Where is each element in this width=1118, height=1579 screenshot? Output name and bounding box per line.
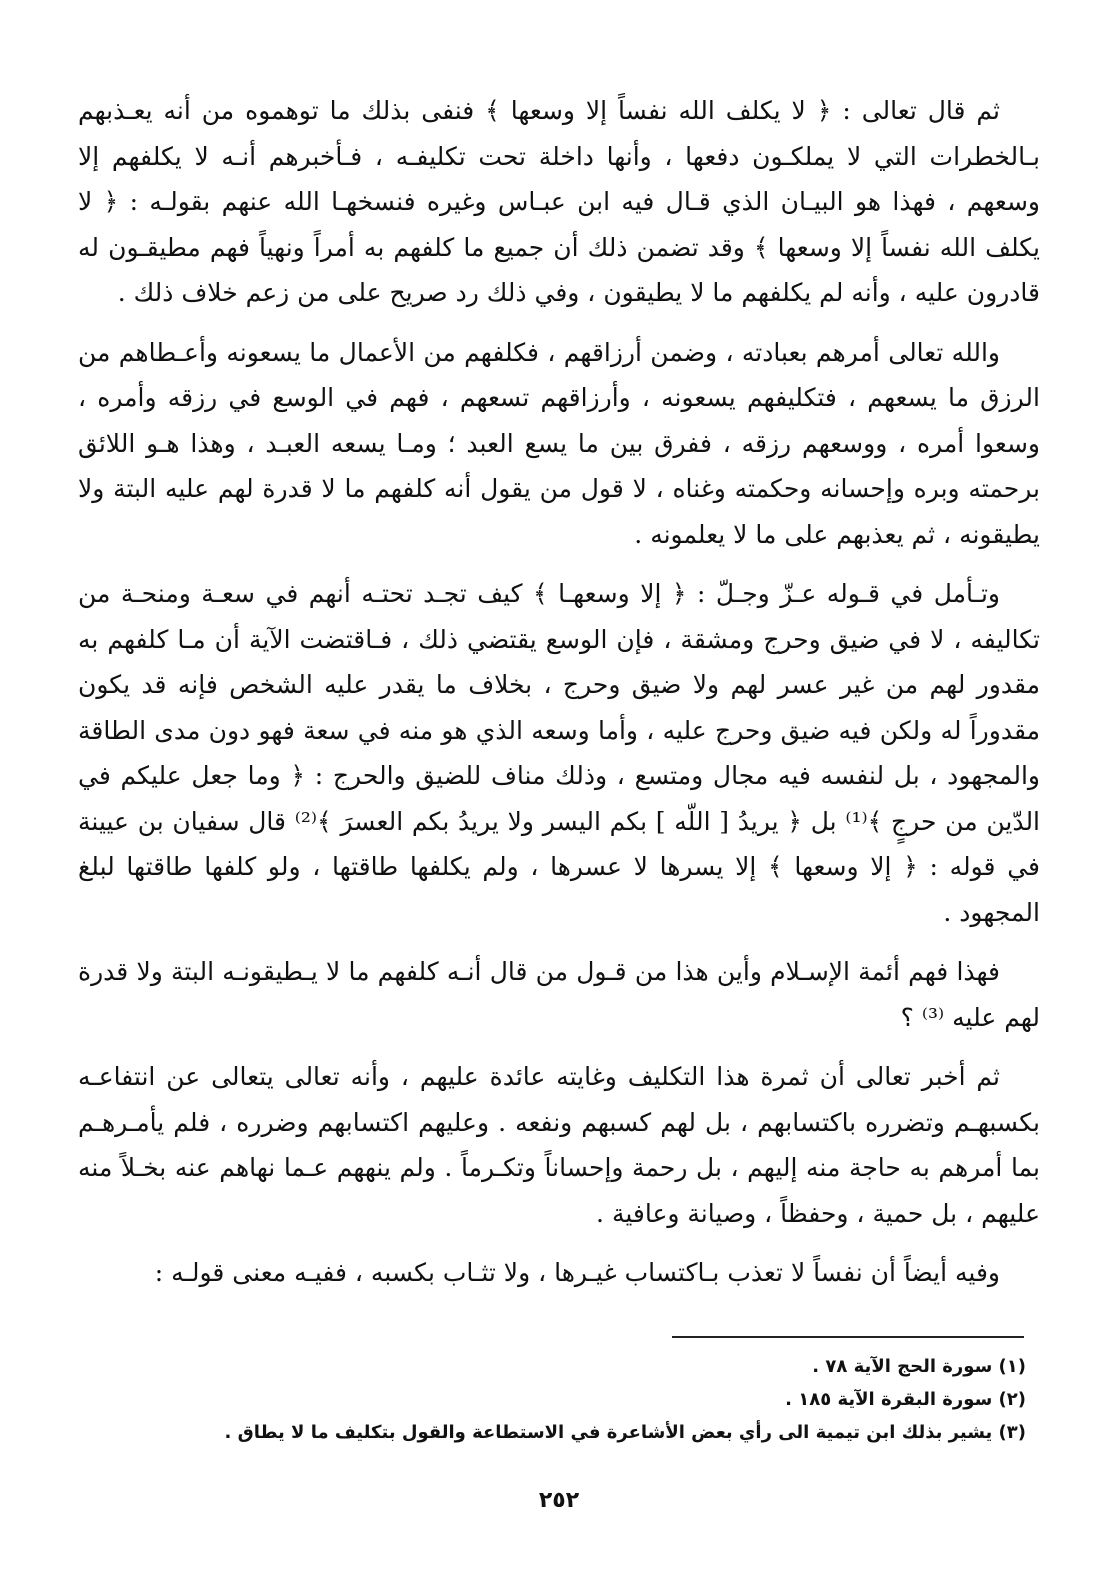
footnote: (١) سورة الحج الآية ٧٨ . (812, 1356, 1026, 1377)
paragraph: وفيه أيضاً أن نفساً لا تعذب بـاكتساب غيـرها ، ولا تثـاب بكسبه ، ففيـه معنى قولـه : (154, 1258, 1000, 1287)
page-number: ٢٥٢ (538, 1488, 580, 1513)
paragraph: فهذا فهم أئمة الإسـلام وأين هذا من قـول من قال أنـه كلفهم ما لا يـطيقونـه البتة ولا قدرة لهم عليه ⁽³⁾ ؟ (78, 957, 1040, 1032)
footnote-divider (672, 1336, 1024, 1338)
paragraph: ثم قال تعالى : ﴿ لا يكلف الله نفساً إلا وسعها ﴾ فنفى بذلك ما توهموه من أنه يعـذبهم بـالخطرات التي لا يملكـون دفعها ، وأنها داخلة تحت تكليفـه ، فـأخبرهم أنـه لا يكلفهم إلا وسعهم ، فهذا هو البيـان الذي قـال فيه ابن عبـاس وغيره فنسخهـا الله عنهم بقولـه : ﴿ لا يكلف الله نفساً إلا وسعها ﴾ وقد تضمن ذلك أن جميع ما كلفهم به أمراً ونهياً فهم مطيقـون له قادرون عليه ، وأنه لم يكلفهم ما لا يطيقون ، وفي ذلك رد صريح على من زعم خلاف ذلك . (78, 96, 1040, 307)
footnote: (٢) سورة البقرة الآية ١٨٥ . (785, 1389, 1026, 1410)
footnote: (٣) يشير بذلك ابن تيمية الى رأي بعض الأشاعرة في الاستطاعة والقول بتكليف ما لا يطاق . (224, 1422, 1026, 1443)
paragraph: وتـأمل في قـوله عـزّ وجـلّ : ﴿ إلا وسعهـا ﴾ كيف تجـد تحتـه أنهم في سعـة ومنحـة من تكاليفه ، لا في ضيق وحرج ومشقة ، فإن الوسع يقتضي ذلك ، فـاقتضت الآية أن مـا كلفهم به مقدور لهم من غير عسر لهم ولا ضيق وحرج ، بخلاف ما يقدر عليه الشخص فإنه قد يكون مقدوراً له ولكن فيه ضيق وحرج عليه ، وأما وسعه الذي هو منه في سعة فهو دون مدى الطاقة والمجهود ، بل لنفسه فيه مجال ومتسع ، وذلك مناف للضيق والحرج : ﴿ وما جعل عليكم في الدّين من حرجٍ ﴾⁽¹⁾ بل ﴿ يريدُ [ اللّه ] بكم اليسر ولا يريدُ بكم العسرَ ﴾⁽²⁾ قال سفيان بن عيينة في قوله : ﴿ إلا وسعها ﴾ إلا يسرها لا عسرها ، ولم يكلفها طاقتها ، ولو كلفها طاقتها لبلغ المجهود . (78, 579, 1041, 927)
paragraph: والله تعالى أمرهم بعبادته ، وضمن أرزاقهم ، فكلفهم من الأعمال ما يسعونه وأعـطاهم من الرزق ما يسعهم ، فتكليفهم يسعونه ، وأرزاقهم تسعهم ، فهم في الوسع في رزقه وأمره ، وسعوا أمره ، ووسعهم رزقه ، ففرق بين ما يسع العبد ؛ ومـا يسعه العبـد ، وهذا هـو اللائق برحمته وبره وإحسانه وحكمته وغناه ، لا قول من يقول أنه كلفهم ما لا قدرة لهم عليه البتة ولا يطيقونه ، ثم يعذبهم على ما لا يعلمونه . (78, 337, 1040, 549)
main-text (78, 88, 1040, 1296)
footnotes (90, 1350, 1026, 1449)
paragraph: ثم أخبر تعالى أن ثمرة هذا التكليف وغايته عائدة عليهم ، وأنه تعالى يتعالى عن انتفاعـه بكسبهـم وتضرره باكتسابهم ، بل لهم كسبهم ونفعه . وعليهم اكتسابهم وضرره ، فلم يأمـرهـم بما أمرهم به حاجة منه إليهم ، بل رحمة وإحساناً وتكـرماً . ولم ينههم عـما نهاهم عنه بخـلاً منه عليهم ، بل حمية ، وحفظاً ، وصيانة وعافية . (78, 1062, 1040, 1228)
